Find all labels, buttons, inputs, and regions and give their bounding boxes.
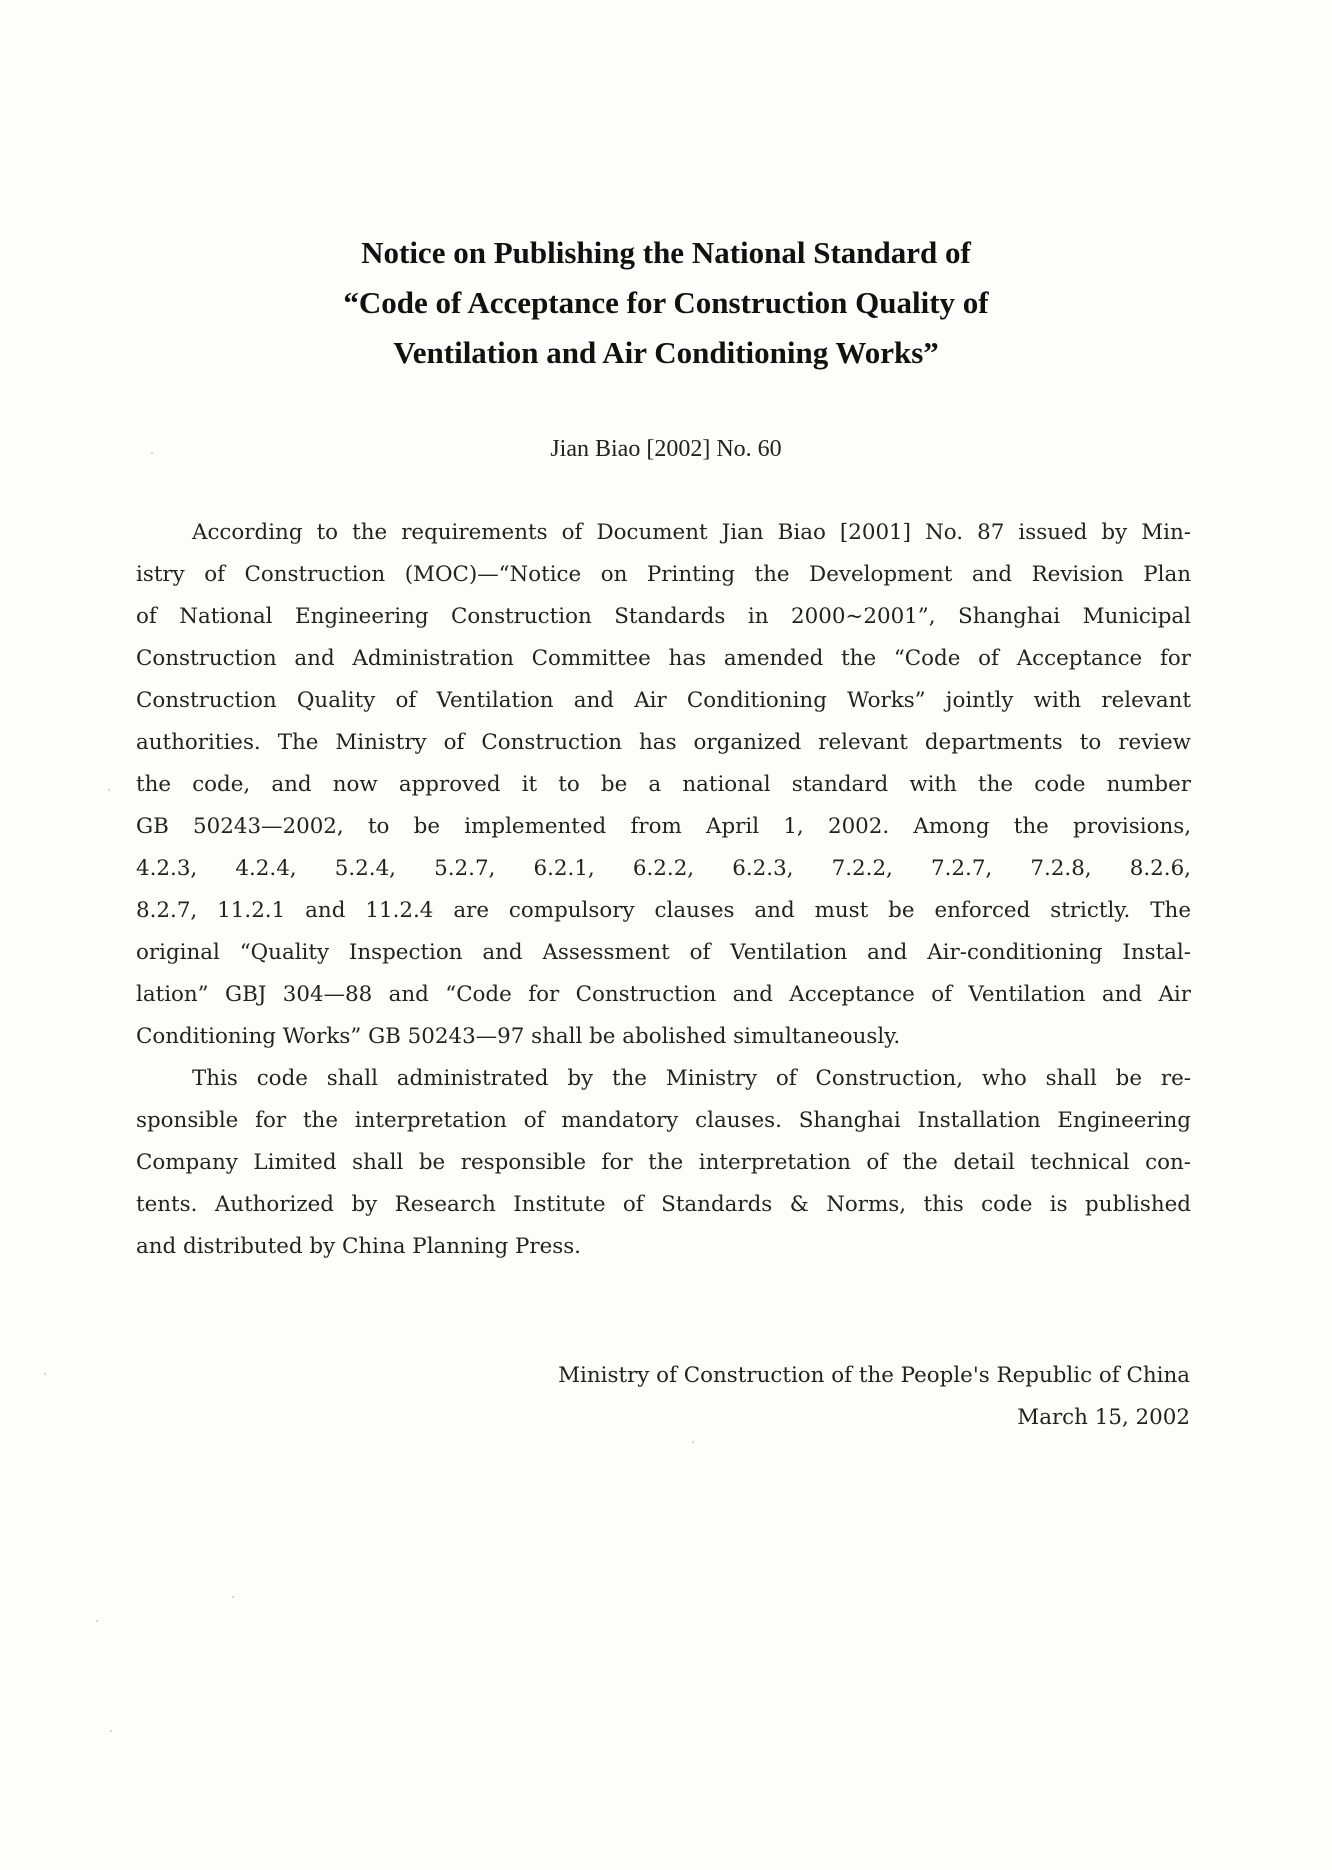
scan-speck	[151, 452, 153, 454]
paragraph-line: istry of Construction (MOC)—“Notice on Printing the Development and Revision Plan	[136, 562, 1191, 587]
paragraph-line: Conditioning Works” GB 50243—97 shall be abolished simultaneously.	[136, 1024, 901, 1049]
scan-speck	[96, 1620, 98, 1622]
signature-block	[558, 1355, 1190, 1439]
paragraph-line: This code shall administrated by the Ministry of Construction, who shall be re-	[192, 1066, 1191, 1091]
paragraph-line: According to the requirements of Document Jian Biao [2001] No. 87 issued by Min-	[192, 520, 1191, 545]
scan-speck	[232, 1596, 234, 1598]
paragraph-line: lation” GBJ 304—88 and “Code for Construction and Acceptance of Ventilation and Air	[136, 982, 1191, 1007]
title-line-2: “Code of Acceptance for Construction Quality of	[343, 285, 989, 320]
notice-title	[200, 228, 1132, 378]
paragraph-line: GB 50243—2002, to be implemented from April 1, 2002. Among the provisions,	[136, 814, 1191, 839]
scan-speck	[44, 1373, 46, 1375]
paragraph-line: of National Engineering Construction Standards in 2000~2001”, Shanghai Municipal	[136, 604, 1191, 629]
paragraph-2	[136, 1058, 1191, 1268]
paragraph-line: Company Limited shall be responsible for the interpretation of the detail technical con-	[136, 1150, 1191, 1175]
scan-speck	[108, 789, 110, 791]
paragraph-line: the code, and now approved it to be a national standard with the code number	[136, 772, 1191, 797]
notice-body	[136, 512, 1191, 1268]
paragraph-line: authorities. The Ministry of Construction has organized relevant departments to review	[136, 730, 1191, 755]
paragraph-line: sponsible for the interpretation of mandatory clauses. Shanghai Installation Engineering	[136, 1108, 1191, 1133]
paragraph-1	[136, 512, 1191, 1058]
paragraph-line: Construction and Administration Committee has amended the “Code of Acceptance for	[136, 646, 1191, 671]
document-number: Jian Biao [2002] No. 60	[550, 436, 782, 462]
paragraph-line: 8.2.7, 11.2.1 and 11.2.4 are compulsory clauses and must be enforced strictly. The	[136, 898, 1191, 923]
issuer-name: Ministry of Construction of the People's Republic of China	[558, 1363, 1190, 1388]
paragraph-line: 4.2.3, 4.2.4, 5.2.4, 5.2.7, 6.2.1, 6.2.2, 6.2.3, 7.2.2, 7.2.7, 7.2.8, 8.2.6,	[136, 856, 1191, 881]
title-line-1: Notice on Publishing the National Standard of	[361, 235, 971, 270]
scan-speck	[110, 1730, 112, 1732]
paragraph-line: original “Quality Inspection and Assessment of Ventilation and Air-conditioning Instal-	[136, 940, 1191, 965]
paragraph-line: and distributed by China Planning Press.	[136, 1234, 581, 1259]
paragraph-line: Construction Quality of Ventilation and Air Conditioning Works” jointly with relevant	[136, 688, 1191, 713]
title-line-3: Ventilation and Air Conditioning Works”	[393, 335, 939, 370]
issue-date: March 15, 2002	[1017, 1405, 1190, 1430]
scan-speck	[692, 1441, 694, 1443]
paragraph-line: tents. Authorized by Research Institute of Standards & Norms, this code is published	[136, 1192, 1191, 1217]
